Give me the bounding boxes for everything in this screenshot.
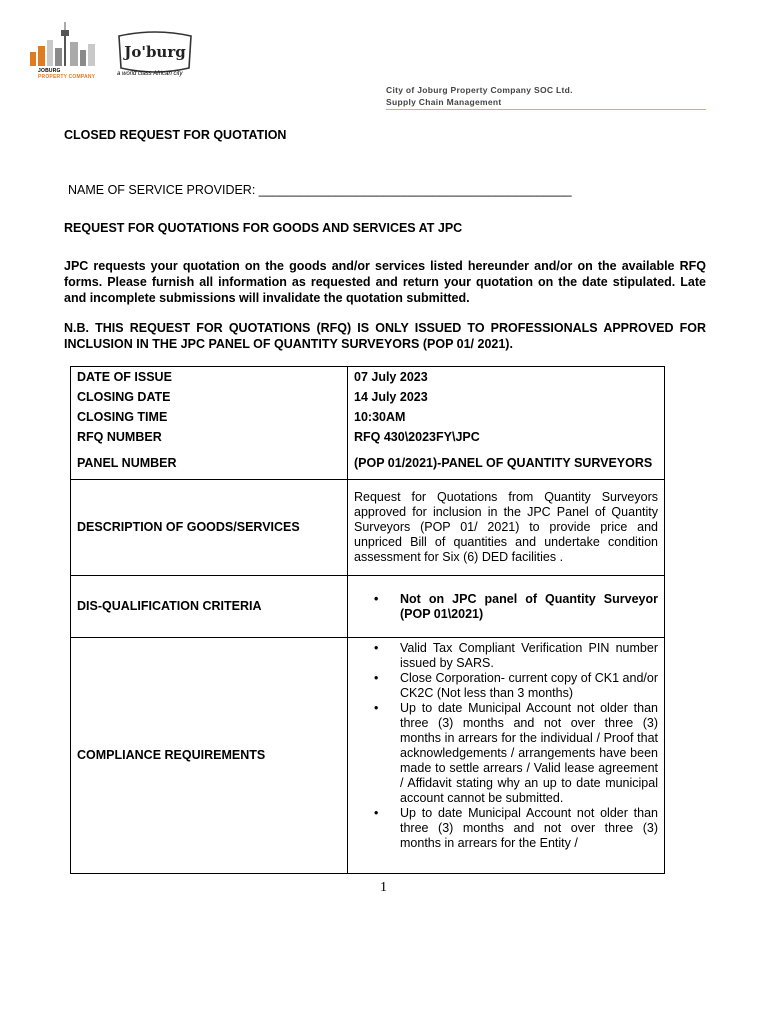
page-number: 1 xyxy=(380,880,387,895)
joburg-logo-icon xyxy=(115,30,195,76)
compliance-value xyxy=(348,638,665,874)
table-row xyxy=(71,448,665,480)
list-item: • Close Corporation- current copy of CK1 and/or CK2C (Not less than 3 months) xyxy=(354,671,658,701)
table-row xyxy=(71,408,665,428)
list-item: • Up to date Municipal Account not older than three (3) months and not over three (3) months in arrears for the Entity / xyxy=(354,806,658,851)
svg-text:Jo'burg: Jo'burg xyxy=(124,43,186,61)
jpc-logo-text: JOBURG PROPERTY COMPANY xyxy=(38,68,96,80)
date-of-issue-value: 07 July 2023 xyxy=(348,367,665,388)
table-row xyxy=(71,576,665,638)
table-row xyxy=(71,428,665,448)
disqualification-label: DIS-QUALIFICATION CRITERIA xyxy=(71,576,348,638)
list-item: • Not on JPC panel of Quantity Surveyor (POP 01\2021) xyxy=(354,592,658,622)
list-item: • Valid Tax Compliant Verification PIN number issued by SARS. xyxy=(354,641,658,671)
joburg-tagline: a world class African city xyxy=(117,71,183,77)
rfq-number-value: RFQ 430\2023FY\JPC xyxy=(348,428,665,448)
date-of-issue-label: DATE OF ISSUE xyxy=(71,367,348,388)
closing-time-label: CLOSING TIME xyxy=(71,408,348,428)
header-divider xyxy=(386,109,706,110)
closing-date-label: CLOSING DATE xyxy=(71,388,348,408)
company-name: City of Joburg Property Company SOC Ltd. xyxy=(386,85,573,95)
section-title: REQUEST FOR QUOTATIONS FOR GOODS AND SERVICES AT JPC xyxy=(64,221,463,235)
closing-time-value: 10:30AM xyxy=(348,408,665,428)
table-row xyxy=(71,480,665,576)
description-value: Request for Quotations from Quantity Surveyors approved for inclusion in the JPC Panel of Quantity Surveyors (POP 01/ 2021) to provide price and unpriced Bill of quantities and undertake condition assessment for Six (6) DED facilities . xyxy=(348,480,665,576)
disqualification-value xyxy=(348,576,665,638)
table-row xyxy=(71,388,665,408)
table-row xyxy=(71,367,665,388)
company-header xyxy=(386,84,573,108)
closing-date-value: 14 July 2023 xyxy=(348,388,665,408)
department-name: Supply Chain Management xyxy=(386,97,502,107)
rfq-number-label: RFQ NUMBER xyxy=(71,428,348,448)
panel-number-value: (POP 01/2021)-PANEL OF QUANTITY SURVEYORS xyxy=(348,448,665,480)
note-paragraph: N.B. THIS REQUEST FOR QUOTATIONS (RFQ) IS ONLY ISSUED TO PROFESSIONALS APPROVED FOR INCLUSION IN THE JPC PANEL OF QUANTITY SURVEYORS (POP 01/ 2021). xyxy=(64,321,706,351)
intro-paragraph: JPC requests your quotation on the goods and/or services listed hereunder and/or on the available RFQ forms. Please furnish all information as requested and return your quotation on the date stipulated. Late and incomplete submissions will invalidate the quotation submitted. xyxy=(64,259,706,305)
rfq-details-table xyxy=(70,366,665,874)
list-item: • Up to date Municipal Account not older than three (3) months and not over three (3) months in arrears for the individual / Proof that acknowledgements / arrangements have been made to settle arrears / Valid lease agreement / Affidavit stating why an up to date municipal account cannot be submitted. xyxy=(354,701,658,806)
table-row xyxy=(71,638,665,874)
service-provider-field: NAME OF SERVICE PROVIDER: _____________________________________________ xyxy=(68,183,572,197)
compliance-label: COMPLIANCE REQUIREMENTS xyxy=(71,638,348,874)
page-title: CLOSED REQUEST FOR QUOTATION xyxy=(64,128,287,142)
description-label: DESCRIPTION OF GOODS/SERVICES xyxy=(71,480,348,576)
panel-number-label: PANEL NUMBER xyxy=(71,448,348,480)
